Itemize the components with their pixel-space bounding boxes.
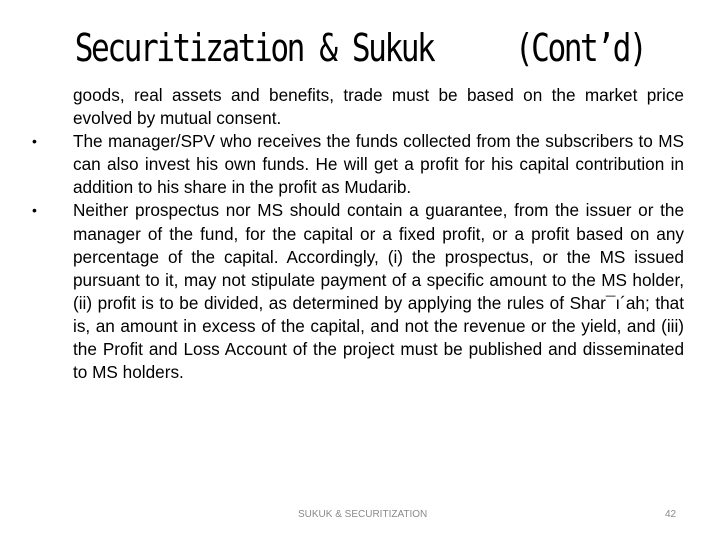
slide-title: Securitization & Sukuk (Cont’d) [74,26,646,70]
footer-label: SUKUK & SECURITIZATION [298,509,428,520]
bullet-item-manager-investment [32,130,684,199]
bullet-icon: • [32,202,37,219]
paragraph-text: goods, real assets and benefits, trade must be based on the market price evolved by mutual consent. [73,85,684,129]
page-number: 42 [665,509,677,520]
paragraph-text: The manager/SPV who receives the funds collected from the subscribers to MS can also invest his own funds. He will get a profit for his capital contribution in addition to his share in the profit as Mudarib. [73,131,684,198]
paragraph-continuation [73,84,684,130]
paragraph-text: Neither prospectus nor MS should contain a guarantee, from the issuer or the manager of the fund, for the capital or a fixed profit, or a profit based on any percentage of the capital. Accordingly, (i) the prospectus, or the MS issued pursuant to it, may not stipulate payment of a specific amount to the MS holder, (ii) profit is to be divided, as determined by applying the rules of Shar¯ı´ah; that is, an amount in excess of the capital, and not the revenue or the yield, and (iii) the Profit and Loss Account of the project must be published and disseminated to MS holders. [73,200,684,383]
bullet-item-no-guarantee [32,199,684,384]
bullet-icon: • [32,133,37,150]
slide-body [32,84,684,384]
